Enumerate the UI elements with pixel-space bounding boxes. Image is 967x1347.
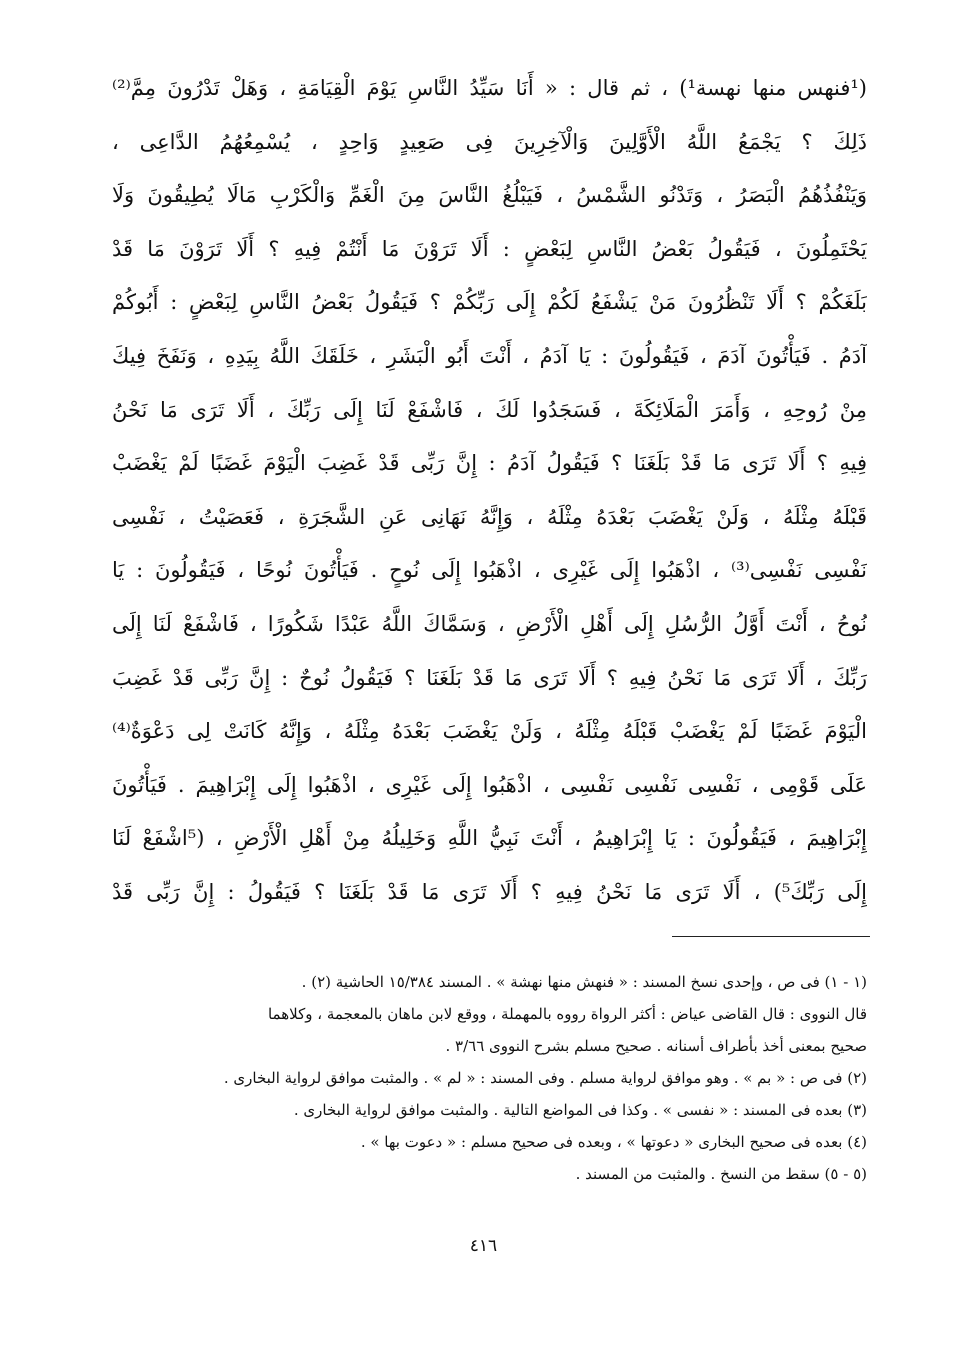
footnote-line: صحيح بمعنى أخذ بأطراف أسنانه . صحيح مسلم بشرح النووى ٣/٦٦ . [445, 1037, 867, 1055]
text-line: بَلَغَكُمْ ؟ أَلَا تَنْظُرُونَ مَنْ يَشْفَعُ لَكُمْ إِلَى رَبِّكُمْ ؟ فَيَقُولُ بَعْضُ النَّاسِ لِبَعْضٍ : أَبُوكُمْ [112, 290, 867, 315]
text-line: إِبْرَاهِيمَ ، فَيَقُولُونَ : يَا إِبْرَاهِيمُ ، أَنْتَ نَبِيُّ اللَّهِ وَخَلِيلُهُ مِنْ أَهْلِ الْأَرْضِ ، (⁵اشْفَعْ لَنَا [112, 826, 867, 851]
footnote-line: (٥ - ٥) سقط من النسخ . والمثبت من المسند . [575, 1165, 867, 1183]
text-line: (¹فنهس منها نهسة¹) ، ثم قال : « أَنَا سَيِّدُ النَّاسِ يَوْمَ الْقِيَامَةِ ، وَهَلْ تَدْرُونَ مِمَّ⁽²⁾ [112, 76, 867, 100]
page-number: ٤١٦ [469, 1236, 498, 1256]
main-text-block [112, 62, 867, 920]
footnote-line: (٣) بعده فى المسند : « نفسى » . وكذا فى المواضع التالية . والمثبت موافق لرواية البخارى . [293, 1101, 867, 1119]
text-line: آدَمُ . فَيَأْتُونَ آدَمَ ، فَيَقُولُونَ : يَا آدَمُ ، أَنْتَ أَبُو الْبَشَرِ ، خَلَقَكَ اللَّهُ بِيَدِهِ ، وَنَفَخَ فِيكَ [112, 343, 867, 368]
text-line: عَلَى قَوْمِى ، نَفْسِى نَفْسِى نَفْسِى ، اذْهَبُوا إِلَى غَيْرِى ، اذْهَبُوا إِلَى إِبْرَاهِيمَ . فَيَأْتُونَ [112, 772, 867, 797]
text-line: فِيهِ ؟ أَلَا تَرَى مَا قَدْ بَلَغَنَا ؟ فَيَقُولُ آدَمُ : إِنَّ رَبِّى قَدْ غَضِبَ الْيَوْمَ غَضَبًا لَمْ يَغْضَبْ [112, 451, 867, 476]
footnotes-block [112, 966, 867, 1190]
text-line: وَيَنْفُذُهُمُ الْبَصَرُ ، وَتَدْنُو الشَّمْسُ ، فَيَبْلُغُ النَّاسَ مِنَ الْغَمِّ وَالْكَرْبِ مَالَا يُطِيقُونَ وَلَا [112, 183, 867, 208]
footnote-line: (٢) فى ص : « بم » . وهو موافق لرواية مسلم . وفى المسند : « لم » . والمثبت موافق لرواية البخارى . [223, 1069, 867, 1087]
footnote-line: (٤) بعده فى صحيح البخارى « دعوتها » ، وبعده فى صحيح مسلم : « دعوت بها » . [360, 1133, 867, 1151]
footnote-line: قال النووى : قال القاضى عياض : أكثر الرواة رووه بالمهملة ، ووقع لابن ماهان بالمعجمة ، وكلاهما [267, 1005, 867, 1023]
text-line: قَبْلَهُ مِثْلَهُ ، وَلَنْ يَغْضَبَ بَعْدَهُ مِثْلَهُ ، وَإِنَّهُ نَهَانِى عَنِ الشَّجَرَةِ ، فَعَصَيْتُ ، نَفْسِى [112, 504, 867, 529]
footnote-line: (١ - ١) فى ص ، وإحدى نسخ المسند : « فنهش منها نهشة » . المسند ١٥/٣٨٤ الحاشية (٢) . [301, 973, 867, 991]
text-line: مِنْ رُوحِهِ ، وَأَمَرَ الْمَلَائِكَةَ ، فَسَجَدُوا لَكَ ، فَاشْفَعْ لَنَا إِلَى رَبِّكَ ، أَلَا تَرَى مَا نَحْنُ [112, 397, 867, 422]
text-line: يَحْتَمِلُونَ ، فَيَقُولُ بَعْضُ النَّاسِ لِبَعْضٍ : أَلَا تَرَوْنَ مَا أَنْتُمْ فِيهِ ؟ أَلَا تَرَوْنَ مَا قَدْ [112, 236, 867, 261]
text-line: نُوحُ ، أَنْتَ أَوَّلُ الرُّسُلِ إِلَى أَهْلِ الْأَرْضِ ، وَسَمَّاكَ اللَّهُ عَبْدًا شَكُورًا ، فَاشْفَعْ لَنَا إِلَى [112, 611, 867, 636]
text-line: رَبِّكَ ، أَلَا تَرَى مَا نَحْنُ فِيهِ ؟ أَلَا تَرَى مَا قَدْ بَلَغَنَا ؟ فَيَقُولُ نُوحٌ : إِنَّ رَبِّى قَدْ غَضِبَ [112, 665, 867, 690]
text-line: ذَلِكَ ؟ يَجْمَعُ اللَّهُ الْأَوَّلِينَ وَالْآخِرِينَ فِى صَعِيدٍ وَاحِدٍ ، يُسْمِعُهُمُ الدَّاعِى ، [112, 129, 867, 154]
text-line: إِلَى رَبِّكَ⁵) ، أَلَا تَرَى مَا نَحْنُ فِيهِ ؟ أَلَا تَرَى مَا قَدْ بَلَغَنَا ؟ فَيَقُولُ : إِنَّ رَبِّى قَدْ [112, 879, 867, 904]
text-line: نَفْسِى نَفْسِى⁽³⁾ ، اذْهَبُوا إِلَى غَيْرِى ، اذْهَبُوا إِلَى نُوحٍ . فَيَأْتُونَ نُوحًا ، فَيَقُولُونَ : يَا [112, 558, 867, 583]
text-line: الْيَوْمَ غَضَبًا لَمْ يَغْضَبْ قَبْلَهُ مِثْلَهُ ، وَلَنْ يَغْضَبَ بَعْدَهُ مِثْلَهُ ، وَإِنَّهُ كَانَتْ لِى دَعْوَةٌ⁽⁴⁾ [112, 719, 867, 744]
footnote-separator [672, 936, 870, 937]
